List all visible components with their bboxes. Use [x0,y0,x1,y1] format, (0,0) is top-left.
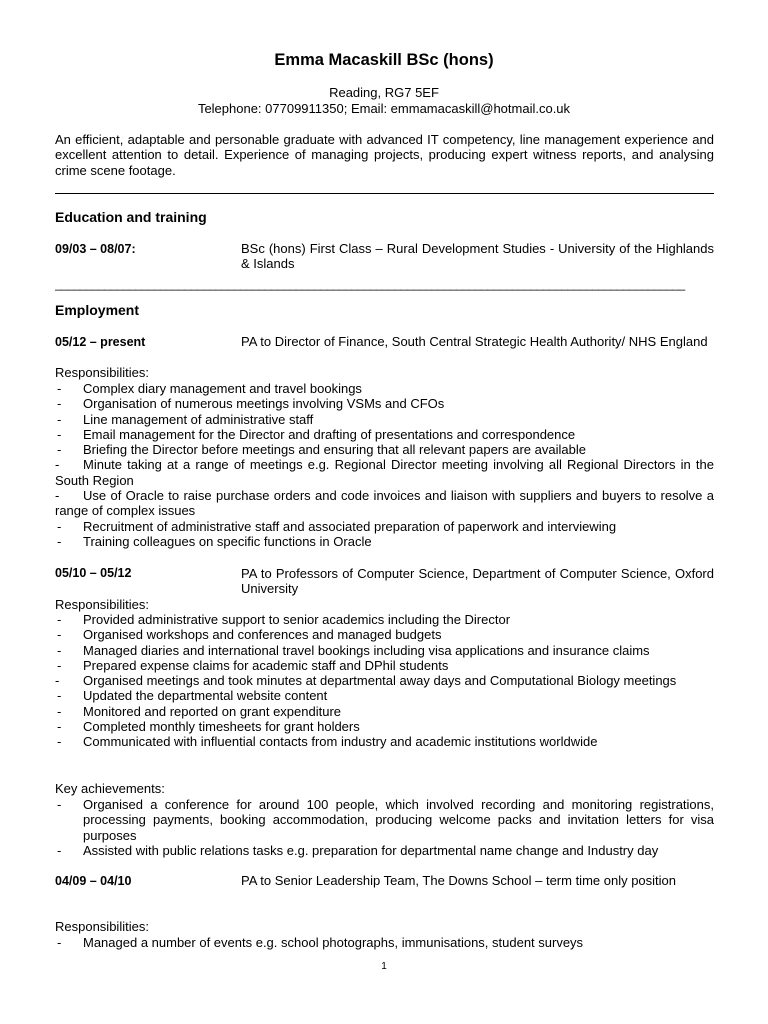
cv-summary: An efficient, adaptable and personable graduate with advanced IT competency, line management experience and excellent attention to detail. Experience of managing projects, producing expert witness reports, and analysing crime scene footage. [55,132,714,178]
education-heading: Education and training [55,209,207,225]
responsibilities-list [55,935,714,950]
list-item: - Briefing the Director before meetings and ensuring that all relevant papers are available [57,442,586,458]
list-item: - Complex diary management and travel bookings [57,381,362,396]
education-detail: BSc (hons) First Class – Rural Development Studies - University of the Highlands & Islands [241,241,714,272]
achievements-label: Key achievements: [55,781,165,796]
education-date: 09/03 – 08/07: [55,242,136,256]
list-item: - Line management of administrative staff [57,411,314,427]
responsibilities-label: Responsibilities: [55,597,149,612]
list-item: - Managed a number of events e.g. school photographs, immunisations, student surveys [57,935,584,950]
list-item: - Organised meetings and took minutes at departmental away days and Computational Biology meetings [55,673,677,689]
responsibilities-list [55,612,714,750]
employment-heading: Employment [55,302,140,318]
job-role: PA to Director of Finance, South Central Strategic Health Authority/ NHS England [241,334,708,349]
list-item: - Assisted with public relations tasks e.g. preparation for departmental name change and Industry day [57,842,659,858]
cv-contact: Telephone: 07709911350; Email: emmamacaskill@hotmail.co.uk [197,101,571,116]
education-separator: ______________________________________________________________________________________________________ [55,277,685,291]
job-date: 05/10 – 05/12 [55,566,132,580]
list-item: - Organised workshops and conferences and managed budgets [57,627,442,643]
list-item: - Organisation of numerous meetings involving VSMs and CFOs [57,396,445,412]
list-item: - Minute taking at a range of meetings e.g. Regional Director meeting involving all Regional Directors in the South Region [55,457,714,488]
responsibilities-list [55,381,714,549]
list-item: - Updated the departmental website content [57,688,328,704]
list-item: - Training colleagues on specific functions in Oracle [57,533,372,549]
list-item: - Recruitment of administrative staff and associated preparation of paperwork and interviewing [57,518,617,534]
achievements-list [55,797,714,858]
list-item: - Provided administrative support to senior academics including the Director [57,612,511,627]
list-item: - Managed diaries and international travel bookings including visa applications and insurance claims [57,642,650,658]
page-number: 1 [381,961,387,972]
list-item: - Communicated with influential contacts from industry and academic institutions worldwide [57,734,598,750]
list-item: - Organised a conference for around 100 people, which involved recording and monitoring registrations, processing payments, booking accommodation, producing welcome packs and invitation letters for visa purposes [57,797,714,843]
responsibilities-label: Responsibilities: [55,919,149,934]
job-date: 04/09 – 04/10 [55,874,132,888]
cv-name: Emma Macaskill BSc (hons) [274,51,494,69]
list-item: - Email management for the Director and drafting of presentations and correspondence [57,426,576,442]
job-role: PA to Professors of Computer Science, Department of Computer Science, Oxford University [241,566,714,597]
responsibilities-label: Responsibilities: [55,365,149,380]
list-item: - Prepared expense claims for academic staff and DPhil students [57,657,449,673]
list-item: - Completed monthly timesheets for grant holders [57,719,360,735]
list-item: - Monitored and reported on grant expenditure [57,703,342,719]
list-item: - Use of Oracle to raise purchase orders and code invoices and liaison with suppliers and buyers to resolve a range of complex issues [55,488,714,519]
divider [55,193,714,194]
cv-address: Reading, RG7 5EF [329,85,439,100]
job-date: 05/12 – present [55,335,146,349]
job-role: PA to Senior Leadership Team, The Downs School – term time only position [241,873,677,888]
